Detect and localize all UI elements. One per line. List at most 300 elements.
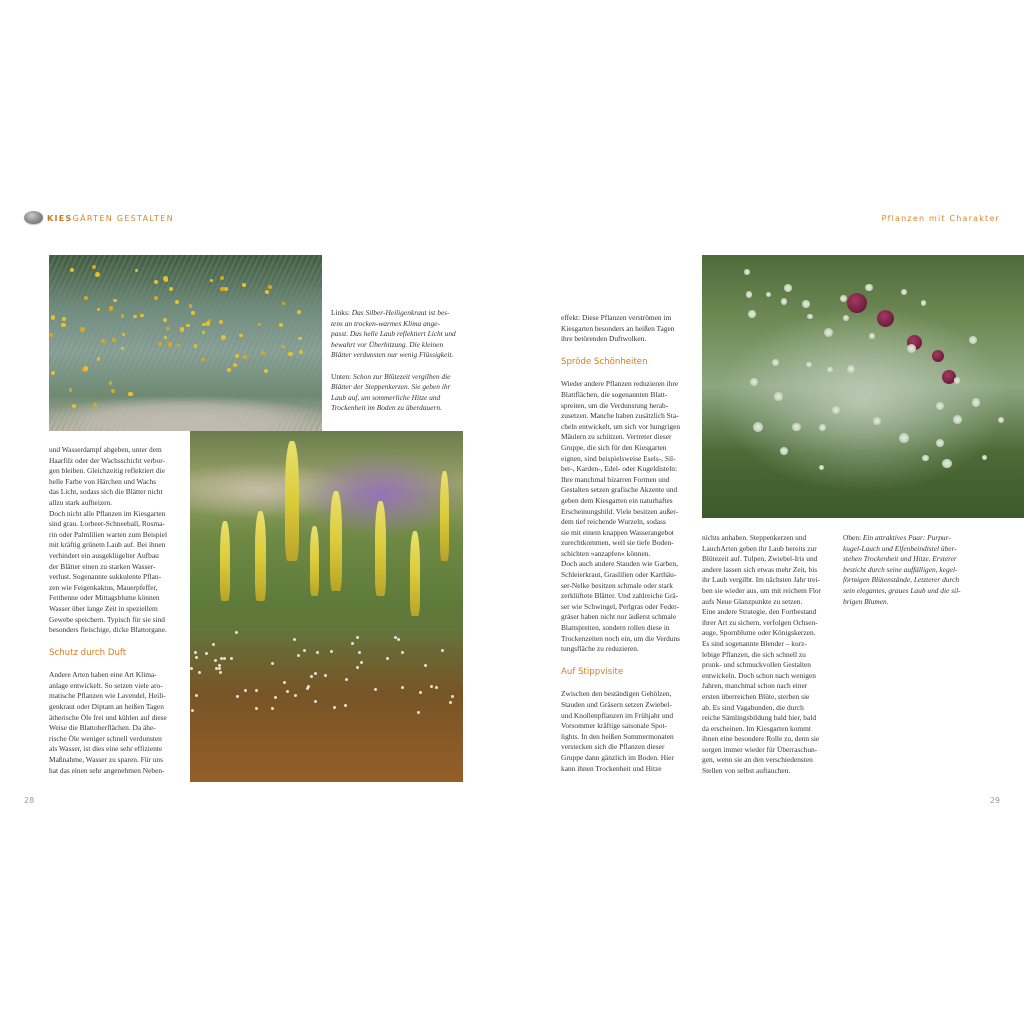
flower-dot	[186, 324, 189, 327]
thistle-head	[840, 295, 847, 302]
flower-dot	[51, 315, 55, 319]
flower-dot	[356, 666, 359, 669]
caption-line	[331, 361, 456, 372]
running-head-right: Pflanzen mit Charakter	[881, 214, 1000, 223]
caption-text: Blätter verdunsten nur wenig Flüssigkeit.	[331, 350, 454, 360]
text-line: ihnen eine besondere Rolle zu, denn sie	[702, 734, 820, 744]
text-line: auge, Spornblume oder Königskerzen.	[702, 628, 816, 638]
caption-text: passt. Das helle Laub reflektiert Licht und	[331, 329, 456, 339]
flower-dot	[128, 392, 132, 396]
flower-spike	[220, 521, 230, 601]
text-line: genkraut oder Diptam an heißen Tagen	[49, 702, 164, 712]
flower-dot	[97, 308, 100, 311]
flower-dot	[242, 283, 246, 287]
flower-dot	[111, 389, 115, 393]
text-line: Doch auch andere Stauden wie Garben,	[561, 559, 678, 569]
text-line: Gruppe dann gänzlich im Boden. Hier	[561, 752, 674, 762]
flower-dot	[303, 649, 306, 652]
thistle-head	[972, 398, 981, 407]
text-line: ätherische Öle frei und kühlen auf diese	[49, 712, 167, 722]
text-line: und Knollenpflanzen im Frühjahr und	[561, 710, 674, 720]
flower-dot	[239, 334, 242, 337]
flower-dot	[191, 709, 194, 712]
text-line: Ihre manchmal bizarren Formen und	[561, 474, 670, 484]
photo-eremurus	[190, 431, 463, 782]
text-line: Wasser über lange Zeit in speziellem	[49, 603, 158, 613]
flower-spike	[410, 531, 420, 616]
thistle-head	[780, 447, 788, 455]
text-line: das Licht, sodass sich die Blätter nicht	[49, 487, 163, 497]
text-line: reiche Sämlingsbildung bald hier, bald	[702, 713, 817, 723]
text-line: nichts anhaben. Steppenkerzen und	[702, 533, 807, 542]
flower-dot	[61, 323, 65, 327]
text-line: ab. Es sind Vagabunden, die durch	[702, 702, 804, 712]
thistle-head	[873, 417, 881, 425]
paragraph	[49, 445, 184, 636]
caption-text: brigen Blumen.	[843, 596, 889, 606]
paragraph	[561, 689, 696, 774]
flower-dot	[80, 327, 85, 332]
flower-dot	[93, 403, 97, 407]
text-line: Wieder andere Pflanzen reduzieren ihre	[561, 379, 679, 389]
caption-line	[843, 533, 961, 544]
flower-dot	[293, 638, 296, 641]
caption-keyword: Unten:	[331, 371, 352, 381]
thistle-head	[806, 362, 811, 367]
text-line: Zwischen den beständigen Gehölzen,	[561, 689, 672, 699]
thistle-head	[748, 310, 756, 318]
text-line: ersten überreichen Blüte, sterben sie	[702, 691, 810, 701]
flower-dot	[314, 672, 317, 675]
flower-dot	[255, 707, 258, 710]
flower-dot	[435, 686, 438, 689]
caption-line	[331, 319, 456, 330]
text-line: verhindert ein ausgeklügelter Aufbau	[49, 550, 159, 560]
flower-dot	[69, 388, 72, 391]
flower-dot	[62, 317, 66, 321]
text-line: ihrer Art zu sichern, verfolgen Ochsen-	[702, 617, 818, 627]
flower-dot	[189, 304, 193, 308]
caption-line	[843, 586, 961, 597]
thistle-head	[753, 422, 763, 432]
flower-dot	[195, 656, 198, 659]
text-line: zerklüftete Blätter. Und zahlreiche Grä-	[561, 591, 679, 601]
text-line: Jahren, manchmal schon nach einer	[702, 681, 808, 691]
flower-dot	[351, 642, 354, 645]
caption-text: Laub auf, um sommerliche Hitze und	[331, 392, 441, 402]
flower-dot	[201, 358, 205, 362]
flower-dot	[163, 318, 167, 322]
caption-text: Ein attraktives Paar: Purpur-	[861, 533, 951, 542]
flower-dot	[218, 667, 221, 670]
text-line: Andere Arten haben eine Art Klima-	[49, 670, 157, 680]
caption-line	[331, 350, 456, 361]
flower-dot	[168, 342, 173, 347]
flower-dot	[95, 272, 100, 277]
thistle-head	[936, 402, 944, 410]
caption-left	[331, 308, 456, 414]
flower-dot	[298, 337, 301, 340]
flower-dot	[297, 654, 300, 657]
caption-text: besticht durch seine auffälligen, kegel-	[843, 564, 958, 574]
flower-dot	[109, 306, 114, 311]
thistle-head	[802, 300, 810, 308]
flower-dot	[286, 690, 289, 693]
thistle-head	[936, 439, 944, 447]
text-line: hat das einen sehr angenehmen Neben-	[49, 765, 165, 775]
thistle-head	[772, 359, 779, 366]
flower-dot	[230, 657, 233, 660]
text-line: sorgen immer wieder für Überraschun-	[702, 744, 818, 754]
text-line: Kiesgarten besonders an heißen Tagen	[561, 323, 675, 333]
text-line: Stauden und Gräsern setzen Zwiebel-	[561, 700, 672, 709]
flower-dot	[417, 711, 420, 714]
flower-dot	[212, 643, 215, 646]
flower-dot	[121, 314, 125, 318]
flower-dot	[288, 352, 293, 357]
text-line: dem tief reichende Wurzeln, sodass	[561, 517, 666, 527]
text-line: helle Farbe von Härchen und Wachs	[49, 476, 157, 486]
caption-line	[843, 554, 961, 565]
flower-dot	[175, 300, 179, 304]
text-line: mit kräftig grünem Laub auf. Bei ihnen	[49, 540, 166, 550]
thistle-head	[942, 459, 951, 468]
flower-dot	[441, 649, 444, 652]
text-line: Fetthenne oder Mittagsblume können	[49, 593, 160, 603]
text-line: kann ihnen Trockenheit und Hitze	[561, 763, 662, 773]
text-line: aufs Neue Glanzpunkte zu setzen.	[702, 596, 803, 606]
flower-dot	[210, 279, 213, 282]
thistle-head	[907, 344, 916, 353]
flower-dot	[306, 687, 309, 690]
text-line: gräser haben nicht nur äußerst schmale	[561, 612, 677, 622]
flower-dot	[274, 696, 277, 699]
caption-text: Das Silber-Heiligenkraut ist bes-	[349, 308, 450, 317]
caption-text: sein elegantes, graues Laub und die sil-	[843, 585, 961, 595]
flower-dot	[344, 704, 347, 707]
text-line: tungsfläche zu reduzieren.	[561, 644, 639, 654]
flower-spike	[440, 471, 449, 561]
flower-dot	[430, 685, 433, 688]
flower-dot	[268, 285, 272, 289]
text-line: anlage entwickelt. So setzen viele aro-	[49, 680, 163, 690]
text-column-3	[702, 533, 837, 777]
text-line: rische Öle weniger schnell verdunsten	[49, 733, 162, 743]
flower-dot	[221, 335, 226, 340]
text-line: eignen, sind beispielsweise Esels-, Sil-	[561, 453, 676, 463]
flower-dot	[194, 344, 197, 347]
flower-dot	[294, 694, 297, 697]
flower-dot	[333, 706, 336, 709]
pebble-icon	[24, 211, 43, 224]
flower-dot	[49, 333, 53, 337]
text-line: Gruppe, die sich für den Kiesgarten	[561, 442, 667, 452]
caption-text: tens an trocken-warmes Klima ange-	[331, 318, 440, 328]
flower-dot	[191, 311, 194, 314]
text-line: Gestalten setzen grafische Akzente und	[561, 485, 678, 495]
text-line: cheln entwickelt, um sich vor hungrigen	[561, 421, 681, 431]
flower-dot	[424, 664, 427, 667]
section-heading-sproede: Spröde Schönheiten	[561, 356, 648, 367]
text-line: Vorsommer kräftige saisonale Spot-	[561, 721, 667, 731]
flower-dot	[220, 287, 224, 291]
caption-text: kugel-Lauch und Elfenbeindistel über-	[843, 543, 957, 553]
flower-dot	[360, 661, 363, 664]
flower-dot	[236, 695, 239, 698]
text-line: LauchArten geben ihr Laub bereits zur	[702, 543, 817, 553]
text-line: allzu stark aufheizen.	[49, 497, 112, 507]
text-line: geben dem Kiesgarten ein naturhaftes	[561, 495, 673, 505]
text-line: zurechtkommen, weil sie tiefe Boden-	[561, 538, 674, 548]
thistle-head	[954, 377, 960, 383]
caption-line	[331, 329, 456, 340]
text-line: sind grau. Lorbeer-Schneeball, Rosma-	[49, 519, 165, 529]
thistle-head	[827, 367, 832, 372]
flower-dot	[140, 314, 143, 317]
thistle-head	[969, 336, 977, 344]
flower-dot	[169, 287, 173, 291]
photo-santolina	[49, 255, 322, 431]
text-line: lights. In den heißen Sommermonaten	[561, 731, 674, 741]
flower-spike	[255, 511, 266, 601]
flower-dot	[345, 678, 348, 681]
flower-dot	[121, 347, 124, 350]
flower-dot	[198, 671, 201, 674]
flower-dot	[205, 652, 208, 655]
caption-line	[331, 403, 456, 414]
caption-line	[843, 597, 961, 608]
thistle-head	[899, 433, 909, 443]
flower-dot	[154, 296, 158, 300]
flower-dot	[92, 265, 96, 269]
text-line: verlust. Sogenannte sukkulente Pflan-	[49, 572, 162, 582]
text-line: ihr Laub vergilbt. Im nächsten Jahr trei-	[702, 575, 820, 585]
thistle-head	[901, 289, 907, 295]
flower-dot	[202, 331, 205, 334]
flower-dot	[397, 638, 400, 641]
flower-dot	[401, 651, 404, 654]
flower-dot	[386, 657, 389, 660]
caption-line	[843, 575, 961, 586]
thistle-head	[982, 455, 987, 460]
flower-dot	[299, 350, 303, 354]
flower-spike	[330, 491, 342, 591]
caption-line	[331, 393, 456, 404]
flower-dot	[72, 404, 76, 408]
text-line: zusetzen. Manche haben zusätzlich Sta-	[561, 411, 679, 421]
text-line: schichten »anzapfen« können.	[561, 548, 651, 558]
flower-dot	[419, 691, 422, 694]
caption-line	[331, 340, 456, 351]
flower-dot	[314, 700, 317, 703]
caption-keyword: Links:	[331, 308, 350, 317]
flower-dot	[265, 290, 269, 294]
caption-line	[843, 544, 961, 555]
text-line: ser wie Schwingel, Perlgras oder Feder-	[561, 601, 680, 611]
text-line: Doch nicht alle Pflanzen im Kiesgarten	[49, 508, 166, 518]
flower-dot	[84, 366, 88, 370]
caption-line	[843, 565, 961, 576]
paragraph	[561, 313, 696, 345]
text-line: Trockenzeiten noch ein, um die Verduns	[561, 633, 681, 643]
flower-dot	[271, 707, 274, 710]
text-line: Gewebe speichern. Typisch für sie sind	[49, 614, 165, 624]
flower-dot	[109, 381, 112, 384]
flower-dot	[219, 671, 222, 674]
text-line: Maßnahme, Wasser zu sparen. Für uns	[49, 755, 164, 765]
text-column-2	[561, 313, 696, 774]
flower-dot	[215, 667, 218, 670]
thistle-head	[869, 333, 875, 339]
thistle-head	[847, 365, 855, 373]
flower-dot	[243, 355, 247, 359]
text-line: entwickeln. Doch schon nach wenigen	[702, 670, 816, 680]
thistle-head	[843, 315, 850, 322]
thistle-head	[766, 292, 771, 297]
flower-dot	[235, 631, 238, 634]
text-line: Erscheinungsbild. Viele besitzen außer-	[561, 506, 679, 516]
flower-dot	[154, 280, 158, 284]
text-line: prunk- und schmuckvollen Gestalten	[702, 660, 811, 670]
flower-dot	[261, 351, 265, 355]
text-line: Haarfilz oder der Wachsschicht verbor-	[49, 455, 166, 465]
thistle-head	[998, 417, 1004, 423]
text-line: effekt: Diese Pflanzen verströmen im	[561, 313, 672, 322]
flower-dot	[219, 320, 224, 325]
flower-dot	[84, 296, 88, 300]
flower-spike	[285, 441, 299, 561]
text-line: Blattspreiten, sondern rollen diese in	[561, 623, 670, 633]
page-number-right: 29	[989, 796, 1000, 805]
flower-dot	[195, 694, 198, 697]
thistle-head	[832, 406, 840, 414]
flower-dot	[122, 333, 125, 336]
thistle-head	[819, 465, 824, 470]
flower-spike	[310, 526, 319, 596]
text-line: Eine andere Strategie, den Fortbestand	[702, 607, 817, 617]
flower-dot	[324, 674, 327, 677]
paragraph	[702, 533, 837, 777]
flower-dot	[281, 345, 284, 348]
flower-dot	[258, 323, 261, 326]
flower-dot	[180, 327, 185, 332]
text-line: lebige Pflanzen, die sich schnell zu	[702, 649, 806, 659]
flower-dot	[255, 689, 258, 692]
flower-dot	[279, 323, 283, 327]
text-line: als Wasser, ist dies eine sehr effiziente	[49, 744, 163, 754]
page-number-left: 28	[24, 796, 35, 805]
section-heading-stippvisite: Auf Stippvisite	[561, 666, 624, 677]
text-line: und Wasserdampf abgeben, unter dem	[49, 445, 162, 454]
running-head-left: KIESGÄRTEN GESTALTEN	[47, 214, 174, 223]
text-line: gen bleiben. Gleichzeitig reflektiert die	[49, 466, 165, 476]
text-line: rin oder Palmlilien warten zum Beispiel	[49, 529, 168, 539]
flower-dot	[166, 327, 170, 331]
text-line: matische Pflanzen wie Lavendel, Heili-	[49, 691, 166, 701]
flower-dot	[158, 342, 162, 346]
flower-dot	[271, 662, 274, 665]
paragraph	[49, 670, 184, 776]
thistle-head	[922, 455, 929, 462]
text-line: Weise die Blattoberflächen. Da ähe-	[49, 723, 156, 733]
flower-dot	[164, 336, 167, 339]
flower-dot	[208, 319, 211, 322]
thistle-head	[792, 423, 801, 432]
flower-dot	[223, 657, 226, 660]
allium-head	[877, 310, 894, 327]
flower-dot	[235, 354, 239, 358]
thistle-head	[750, 378, 759, 387]
flower-dot	[177, 344, 180, 347]
thistle-head	[744, 269, 750, 275]
flower-dot	[401, 686, 404, 689]
caption-line	[331, 308, 456, 319]
flower-dot	[374, 688, 377, 691]
text-line: Es sind sogenannte Blender – kurz-	[702, 638, 807, 648]
text-line: besonders fleischige, dicke Blattorgane.	[49, 625, 167, 635]
flower-dot	[330, 650, 333, 653]
flower-dot	[264, 369, 268, 373]
caption-line	[331, 382, 456, 393]
flower-dot	[451, 695, 454, 698]
text-line: der Blätter einen zu starken Wasser-	[49, 561, 156, 571]
flower-dot	[233, 363, 237, 367]
caption-text: stehen Trockenheit und Hitze. Ersterer	[843, 554, 957, 564]
flower-dot	[133, 315, 136, 318]
section-heading-schutz: Schutz durch Duft	[49, 647, 127, 658]
text-line: Blütezeit auf. Tulpen, Zwiebel-Iris und	[702, 554, 818, 564]
flower-dot	[283, 681, 286, 684]
text-line: Schleierkraut, Graslilien oder Karthäu-	[561, 570, 677, 580]
thistle-head	[807, 314, 813, 320]
flower-dot	[244, 689, 247, 692]
caption-text: bewahrt vor Überhitzung. Die kleinen	[331, 339, 444, 349]
flower-dot	[51, 371, 55, 375]
text-line: verstecken sich die Pflanzen dieser	[561, 742, 665, 752]
flower-dot	[190, 667, 193, 670]
text-line: ber-, Karden-, Edel- oder Kugeldisteln:	[561, 464, 678, 474]
thistle-head	[824, 328, 833, 337]
text-line: Stellen von selbst auftauchen.	[702, 766, 791, 776]
flower-dot	[227, 368, 231, 372]
caption-text: förmigen Blütenstände, Letzterer durch	[843, 575, 960, 585]
thistle-head	[784, 284, 792, 292]
flower-dot	[358, 651, 361, 654]
photo-allium-eryngium	[702, 255, 1024, 518]
flower-dot	[97, 357, 100, 360]
allium-head	[932, 350, 944, 362]
text-column-1	[49, 445, 184, 776]
thistle-head	[781, 298, 787, 304]
flower-dot	[214, 659, 217, 662]
text-line: ser-Nelke besitzen schmale oder stark	[561, 580, 673, 590]
thistle-head	[746, 291, 753, 298]
thistle-head	[921, 300, 926, 305]
text-line: da erscheinen. Im Kiesgarten kommt	[702, 723, 811, 733]
flower-dot	[316, 651, 319, 654]
flower-dot	[113, 299, 116, 302]
text-line: zen wie Feigenkaktus, Mauerpfeffer,	[49, 582, 158, 592]
text-line: andere lassen sich etwas mehr Zeit, bis	[702, 564, 818, 574]
caption-text: Blätter der Steppenkerzen. Sie geben ihr	[331, 382, 451, 392]
flower-dot	[220, 276, 224, 280]
caption-text: Schon zur Blütezeit vergilben die	[351, 371, 451, 381]
flower-dot	[310, 675, 313, 678]
text-line: sie mit einem knappen Wasserangebot	[561, 527, 674, 537]
caption-right	[843, 533, 961, 607]
paragraph	[561, 379, 696, 654]
text-line: Mäulern zu schützen. Vertreter dieser	[561, 432, 672, 442]
